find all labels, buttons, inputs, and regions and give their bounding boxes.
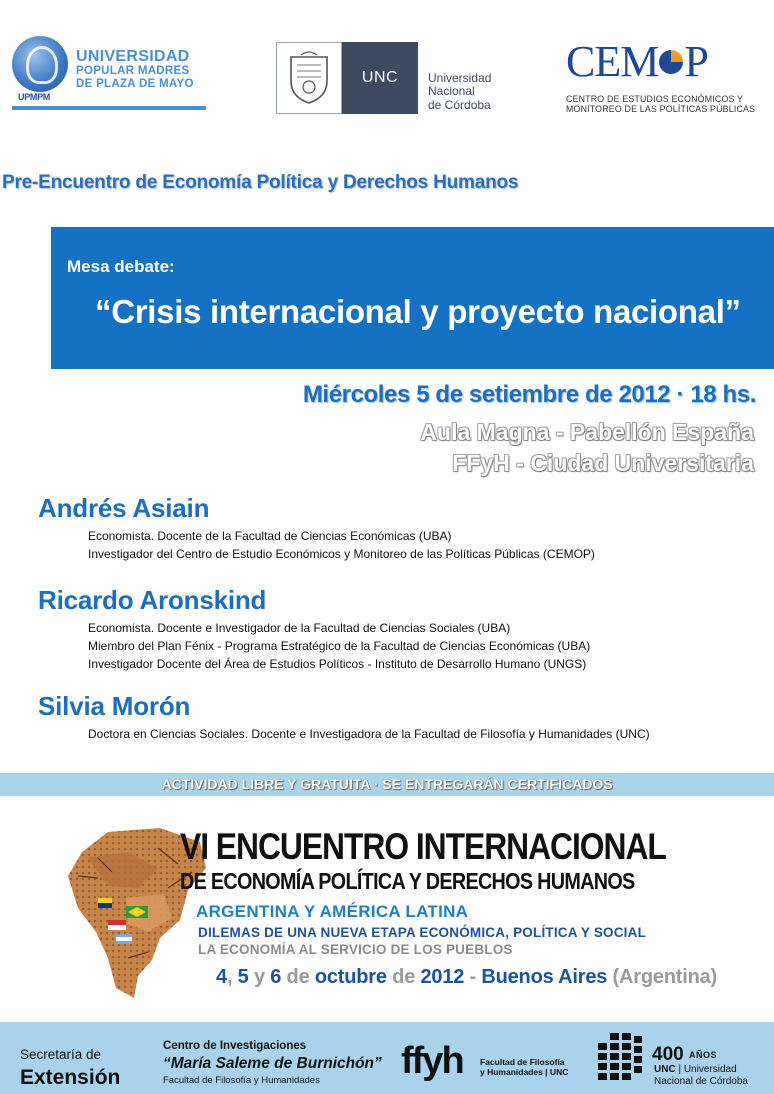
speaker-name: Ricardo Aronskind	[38, 585, 267, 615]
debate-title: “Crisis internacional y proyecto nacional”	[95, 293, 741, 330]
ffyh-name: Facultad de Filosofía y Humanidades | UNC	[480, 1057, 569, 1077]
speaker-bio: Economista. Docente e Investigador de la Facultad de Ciencias Sociales (UBA) Miembro del Plan Fénix - Programa Estratégico de la Facultad de Ciencias Económicas (UBA) Investigador Docente del Área de Estudios Políticos - Instituto de Desarrollo Humano (UNGS)	[88, 621, 591, 671]
encuentro-dilemas: DILEMAS DE UNA NUEVA ETAPA ECONÓMICA, POLÍTICA Y SOCIAL	[198, 925, 647, 940]
upmpm-logo	[12, 34, 202, 114]
encuentro-dates: 4, 5 y 6 de octubre de 2012 - Buenos Aires (Argentina)	[216, 966, 717, 988]
pie-chart-icon	[659, 50, 683, 74]
cemop-logo	[562, 37, 762, 120]
event-date: Miércoles 5 de setiembre de 2012 · 18 hs.	[302, 381, 756, 408]
debate-band	[51, 227, 774, 369]
pre-encuentro-title: Pre-Encuentro de Economía Política y Derechos Humanos	[2, 172, 519, 193]
speaker-block	[38, 493, 595, 563]
encuentro-region: ARGENTINA Y AMÉRICA LATINA	[196, 902, 469, 921]
unc-footer-name: UNC | Universidad Nacional de Córdoba	[654, 1064, 748, 1087]
speaker-bio: Economista. Docente de la Facultad de Ciencias Económicas (UBA) Investigador del Centro de Estudio Económicos y Monitoreo de las Políticas Públicas (CEMOP)	[88, 529, 595, 561]
upmpm-name: UNIVERSIDAD POPULAR MADRES DE PLAZA DE MAYO	[76, 48, 194, 90]
event-place: Aula Magna - Pabellón España	[420, 419, 754, 445]
unc-400-grid-icon	[596, 1033, 642, 1085]
speaker-name: Andrés Asiain	[38, 493, 210, 523]
speaker-block	[38, 585, 590, 673]
encuentro-title: VI ENCUENTRO INTERNACIONAL	[180, 826, 666, 867]
unc-logo	[276, 42, 506, 114]
activity-bar	[0, 773, 774, 796]
encuentro-subtitle: DE ECONOMÍA POLÍTICA Y DERECHOS HUMANOS	[180, 868, 635, 894]
upmpm-mini-label: UPMPM	[18, 92, 50, 102]
speaker-name: Silvia Morón	[38, 691, 191, 721]
footer	[0, 1022, 774, 1094]
upmpm-underline	[12, 106, 206, 110]
speaker-bio: Doctora en Ciencias Sociales. Docente e Investigadora de la Facultad de Filosofía y Humanidades (UNC)	[88, 727, 650, 741]
unc-name: Universidad Nacional de Córdoba	[428, 71, 492, 112]
encuentro-pueblos: LA ECONOMÍA AL SERVICIO DE LOS PUEBLOS	[198, 942, 513, 957]
unc-400-years: 400 AÑOS	[652, 1044, 717, 1065]
cemop-wordmark: CEM P	[566, 37, 708, 86]
unc-box-label: UNC	[342, 42, 418, 114]
centro-label: Centro de Investigaciones	[163, 1040, 307, 1052]
event-site: FFyH - Ciudad Universitaria	[452, 450, 754, 476]
secretaria-label: Secretaría de	[20, 1047, 102, 1062]
debate-label: Mesa debate:	[67, 257, 175, 276]
upmpm-emblem-icon	[12, 36, 68, 92]
speaker-block	[38, 691, 650, 743]
ffyh-logo: ffyh	[401, 1040, 463, 1082]
centro-name: “María Saleme de Burnichón”	[163, 1055, 382, 1072]
cemop-subtitle: CENTRO DE ESTUDIOS ECONÓMICOS Y MONITOREO DE LAS POLÍTICAS PÚBLICAS	[566, 94, 756, 115]
centro-faculty: Facultad de Filosofía y Humanidades	[163, 1075, 320, 1086]
unc-shield-icon	[276, 42, 342, 114]
activity-text: ACTIVIDAD LIBRE Y GRATUITA · SE ENTREGARÁN CERTIFICADOS	[161, 776, 613, 792]
extension-label: Extensión	[20, 1066, 121, 1089]
